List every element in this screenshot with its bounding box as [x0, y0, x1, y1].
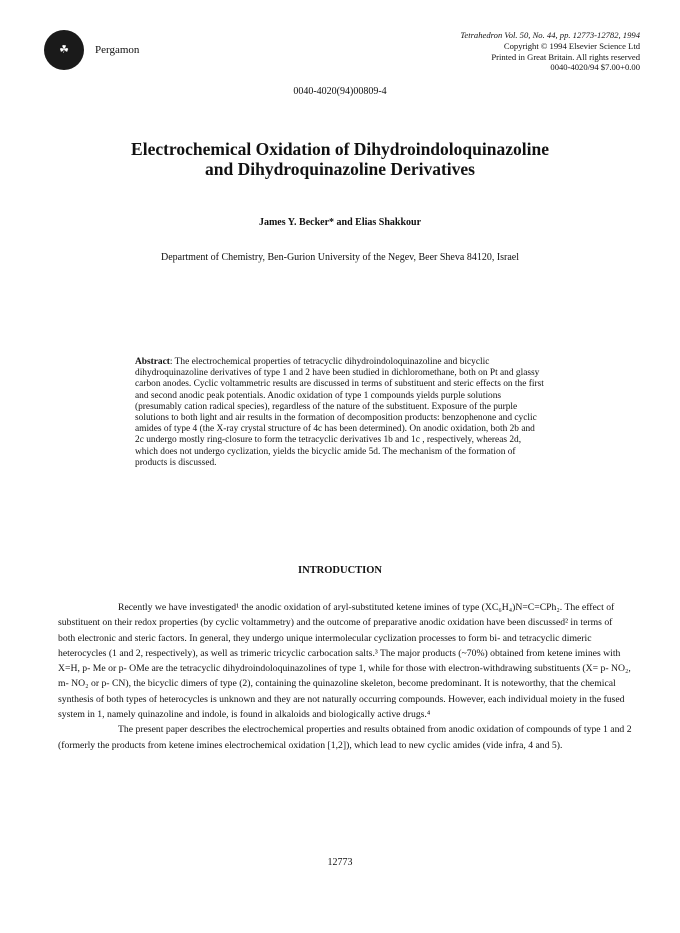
printed-line: Printed in Great Britain. All rights reserved — [491, 51, 640, 62]
page-number: 12773 — [327, 857, 353, 868]
tree-icon: ☘ — [59, 43, 69, 56]
title-line-1: Electrochemical Oxidation of Dihydroindoloquinazoline — [131, 139, 549, 159]
paragraph-2: The present paper describes the electrochemical properties and results obtained from anodic oxidation of compounds of type 1 and 2 (formerly the products from ketene imines electrochemical oxidation [1,2]), which lead to new cyclic amides (vide infra, 4 and 5). — [58, 724, 632, 751]
section-heading-introduction: INTRODUCTION — [297, 565, 382, 576]
abstract-label: Abstract — [135, 357, 170, 367]
abstract — [135, 357, 545, 469]
copyright-line: Copyright © 1994 Elsevier Science Ltd — [503, 40, 640, 51]
paragraph-1: Recently we have investigated¹ the anodic oxidation of aryl-substituted ketene imines of type (XC₆H₄)N=C=CPh₂. The effect of substituent on their redox properties (by cyclic voltammetry) and the outcome of preparative anodic oxidation have been discussed² in terms of both electronic and steric factors. In general, they undergo unique intermolecular cyclization processes to form bi- and tetracyclic dimeric heterocycles (1 and 2, respectively), as well as trimeric tricyclic carbocation salts.³ The major products (~70%) obtained from ketene imines with X=H, p- Me or p- OMe are the tetracyclic dihydroindoloquinazolines of type 1, while for those with electron-withdrawing substituents (X= p- NO₂, m- NO₂ or p- CN), the bicyclic dimers of type (2), containing the quinazoline skeleton, become predominant. It is noteworthy, that the chemical synthesis of both types of heterocycles is unknown and they are not naturally occurring compounds. However, each individual moiety in the fused system in 1, namely quinazoline and indole, is found in alkaloids and biologically active drugs.⁴ — [58, 602, 631, 721]
body-text — [58, 600, 632, 753]
authors: James Y. Becker* and Elias Shakkour — [258, 217, 422, 228]
journal-line: Tetrahedron Vol. 50, No. 44, pp. 12773-12782, 1994 — [460, 30, 640, 40]
title-line-2: and Dihydroquinazoline Derivatives — [205, 158, 475, 179]
paper-title — [60, 140, 620, 179]
pergamon-logo — [44, 30, 84, 70]
journal-header — [460, 30, 640, 73]
abstract-text: : The electrochemical properties of tetracyclic dihydroindoloquinazoline and bicyclic dihydroquinazoline derivatives of type 1 and 2 have been studied in dichloromethane, both on Pt and glassy carbon anodes. Cyclic voltammetric results are discussed in terms of substituent and steric effects on the first and second anodic peak potentials. Anodic oxidation of type 1 compounds yields purple solutions (presumably cation radical species), regardless of the nature of the substituent. Exposure of the purple solutions to both light and air results in the formation of decomposition products: benzophenone and cyclic amides of type 4 (the X-ray crystal structure of 4c has been determined). On anodic oxidation, both 2b and 2c undergo mostly ring-closure to form the tetracyclic derivatives 1b and 1c , respectively, whereas 2d, which does not undergo cyclization, yields the bicyclic amide 5d. The mechanism of the formation of products is discussed. — [135, 357, 544, 468]
affiliation: Department of Chemistry, Ben-Gurion University of the Negev, Beer Sheva 84120, Israel — [160, 252, 520, 263]
publisher-name: Pergamon — [95, 44, 140, 56]
price-line: 0040-4020/94 $7.00+0.00 — [550, 62, 640, 73]
article-identifier: 0040-4020(94)00809-4 — [293, 86, 387, 97]
